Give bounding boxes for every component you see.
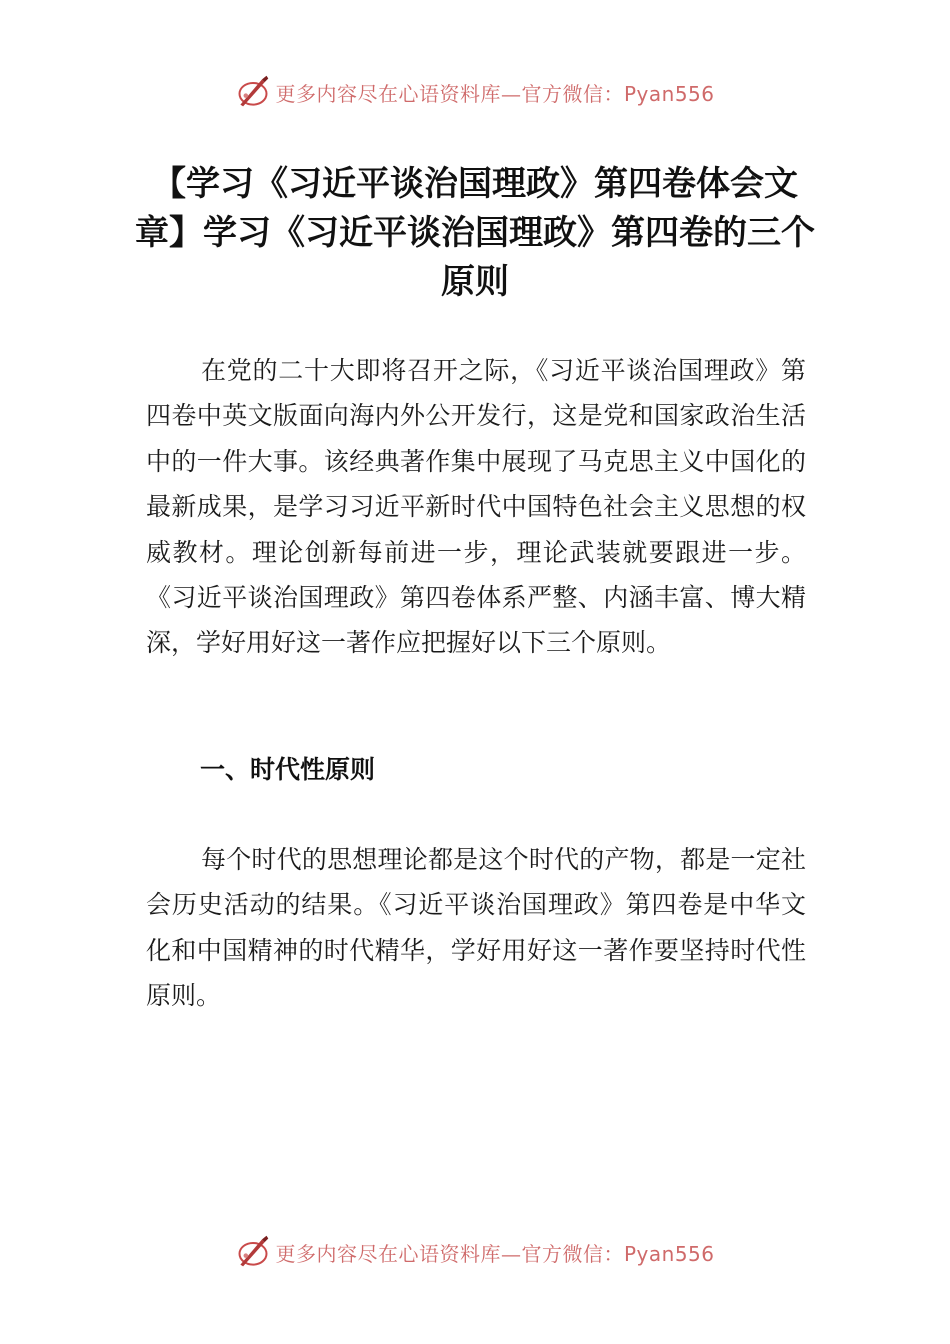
pen-logo-icon [235, 74, 271, 110]
watermark-text: 更多内容尽在心语资料库—官方微信：Pyan556 [275, 81, 715, 106]
section-paragraph: 每个时代的思想理论都是这个时代的产物，都是一定社会历史活动的结果。《习近平谈治国理政》第四卷是中华文化和中国精神的时代精华，学好用好这一著作要坚持时代性原则。 [146, 845, 806, 1011]
watermark-text: 更多内容尽在心语资料库—官方微信：Pyan556 [275, 1241, 715, 1266]
header-watermark [0, 70, 950, 114]
footer-watermark [0, 1230, 950, 1274]
pen-logo-icon [235, 1234, 271, 1270]
section-heading: 一、时代性原则 [200, 755, 376, 784]
intro-paragraph: 在党的二十大即将召开之际，《习近平谈治国理政》第四卷中英文版面向海内外公开发行，这是党和国家政治生活中的一件大事。该经典著作集中展现了马克思主义中国化的最新成果，是学习习近平新时代中国特色社会主义思想的权威教材。理论创新每前进一步，理论武装就要跟进一步。《习近平谈治国理政》第四卷体系严整、内涵丰富、博大精深，学好用好这一著作应把握好以下三个原则。 [146, 356, 806, 658]
wechat-id: Pyan556 [623, 1241, 715, 1266]
wechat-id: Pyan556 [623, 81, 715, 106]
document-title: 【学习《习近平谈治国理政》第四卷体会文章】学习《习近平谈治国理政》第四卷的三个原则 [135, 164, 815, 302]
